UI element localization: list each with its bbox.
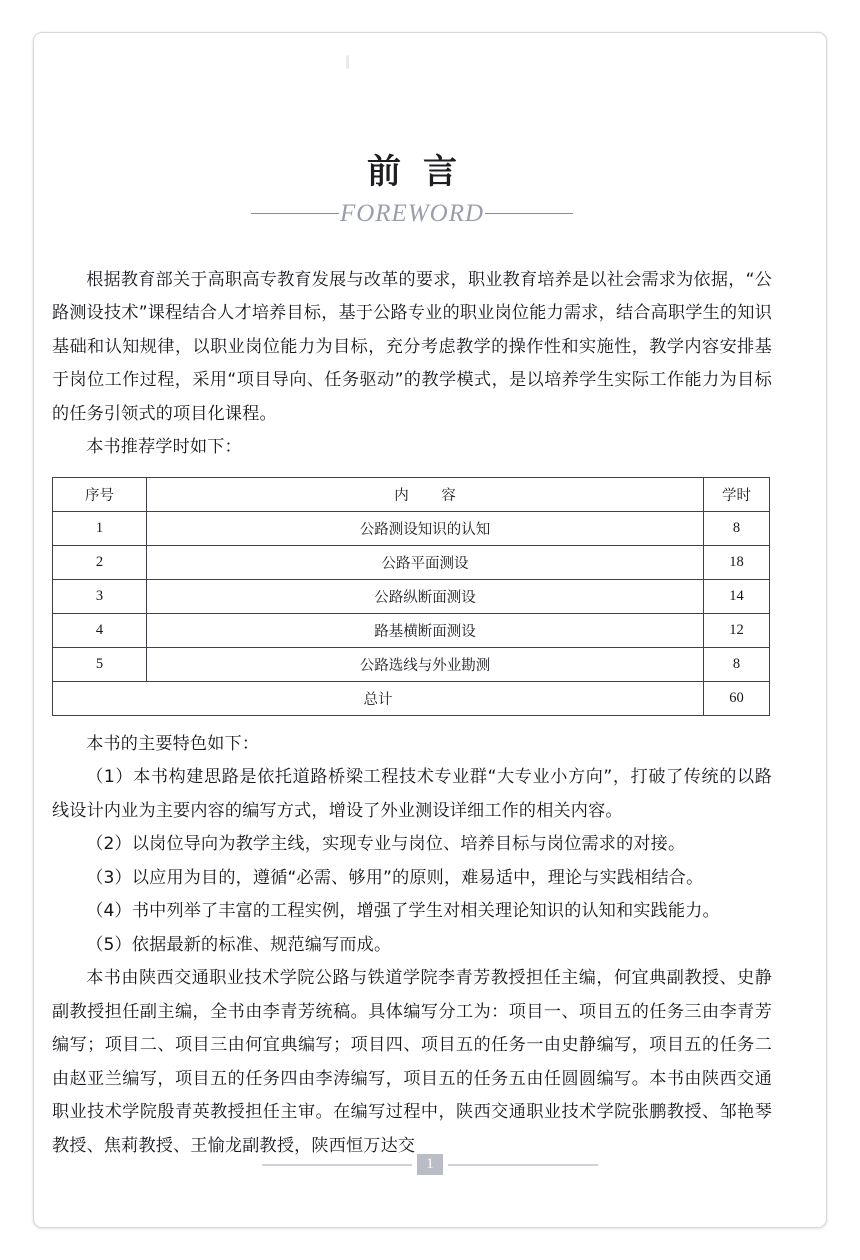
cell-hours: 8 [704,647,770,681]
title-decorative-rule [52,200,772,228]
rule-segment-left [251,213,339,214]
paragraph-feature-4: （4）书中列举了丰富的工程实例，增强了学生对相关理论知识的认知和实践能力。 [86,901,720,922]
cell-no: 5 [53,647,147,681]
paragraph-feature-5: （5）依据最新的标准、规范编写而成。 [86,934,392,955]
footer-line-right [448,1164,598,1166]
cell-hours: 8 [704,511,770,545]
table-total-row [53,681,770,715]
table-row [53,647,770,681]
table-row [53,613,770,647]
table-header-row [53,477,770,511]
cell-total-label: 总计 [53,681,704,715]
paragraph-intro: 根据教育部关于高职高专教育发展与改革的要求，职业教育培养是以社会需求为依据，“公路测设技术”课程结合人才培养目标，基于公路专业的职业岗位能力需求，结合高职学生的知识基础和认知规律，以职业岗位能力为目标，充分考虑教学的操作性和实施性，教学内容安排基于岗位工作过程，采用“项目导向、任务驱动”的教学模式，是以培养学生实际工作能力为目标的任务引领式的项目化课程。 [52,269,772,424]
cell-content: 路基横断面测设 [147,613,704,647]
body-text-block [52,264,772,1164]
rule-segment-right [485,213,573,214]
paragraph-table-lead: 本书推荐学时如下： [86,437,242,458]
table-row [53,579,770,613]
page-number: 1 [417,1154,443,1175]
cell-hours: 14 [704,579,770,613]
cell-no: 4 [53,613,147,647]
recommended-hours-table [52,477,770,716]
cell-total-hours: 60 [704,681,770,715]
title-subtitle-foreword: FOREWORD [339,199,485,227]
paragraph-feature-1: （1）本书构建思路是依托道路桥梁工程技术专业群“大专业小方向”，打破了传统的以路线设计内业为主要内容的编写方式，增设了外业测设详细工作的相关内容。 [52,767,772,821]
cell-content: 公路选线与外业勘测 [147,647,704,681]
cell-content: 公路测设知识的认知 [147,511,704,545]
cell-hours: 12 [704,613,770,647]
paragraph-authors: 本书由陕西交通职业技术学院公路与铁道学院李青芳教授担任主编，何宜典副教授、史静副教授担任副主编，全书由李青芳统稿。具体编写分工为：项目一、项目五的任务三由李青芳编写；项目二、项目三由何宜典编写；项目四、项目五的任务一由史静编写，项目五的任务二由赵亚兰编写，项目五的任务四由李涛编写，项目五的任务五由任圆圆编写。本书由陕西交通职业技术学院殷青英教授担任主审。在编写过程中，陕西交通职业技术学院张鹏教授、邹艳琴教授、焦莉教授、王愉龙副教授，陕西恒万达交 [52,968,772,1156]
footer-line-left [262,1164,412,1166]
cell-no: 2 [53,545,147,579]
page-content [52,33,772,1163]
document-page [33,32,827,1228]
table-row [53,545,770,579]
paragraph-feature-3: （3）以应用为目的，遵循“必需、够用”的原则，难易适中，理论与实践相结合。 [86,867,704,888]
column-header-hours: 学时 [704,477,770,511]
cell-no: 1 [53,511,147,545]
paragraph-feature-2: （2）以岗位导向为教学主线，实现专业与岗位、培养目标与岗位需求的对接。 [86,834,686,855]
cell-content: 公路平面测设 [147,545,704,579]
cell-hours: 18 [704,545,770,579]
table-row [53,511,770,545]
cell-content: 公路纵断面测设 [147,579,704,613]
column-header-no: 序号 [53,477,147,511]
column-header-content: 内 容 [147,477,704,511]
cell-no: 3 [53,579,147,613]
page-footer [34,1154,826,1175]
page-title: 前言 [367,152,479,192]
paragraph-features-lead: 本书的主要特色如下： [86,733,260,754]
